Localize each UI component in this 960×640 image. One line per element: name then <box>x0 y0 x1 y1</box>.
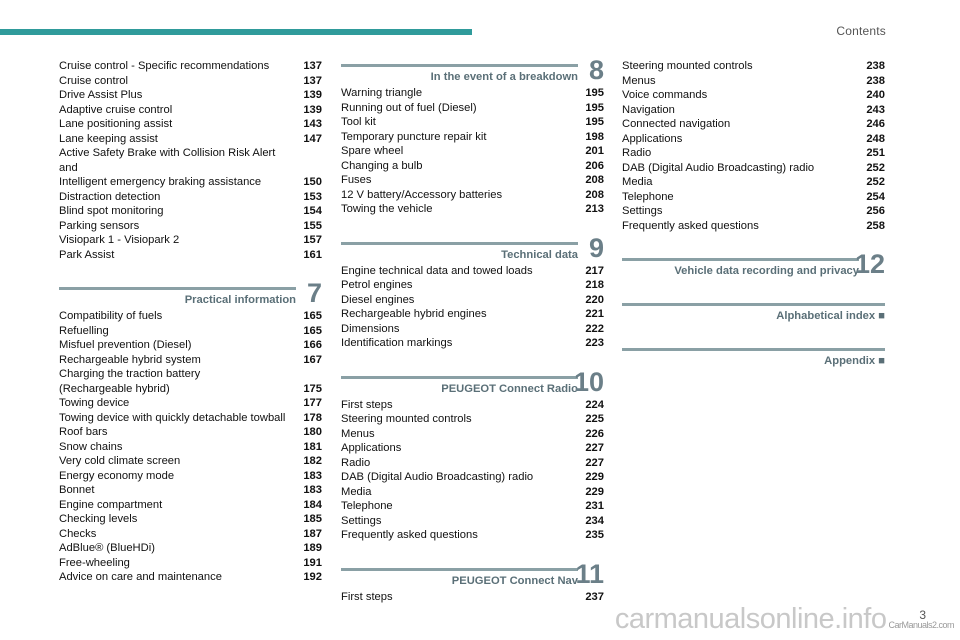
section-number: 9 <box>588 232 604 263</box>
watermark-text: carmanualsonline.info <box>614 603 887 635</box>
toc-entry-title: Adaptive cruise control <box>59 103 173 116</box>
toc-entry-title: Fuses <box>341 174 372 186</box>
watermark-small-text: CarManuals2.com <box>888 620 954 630</box>
toc-entry-title: Frequently asked questions <box>341 529 478 541</box>
toc-entry-page: 187 <box>303 527 322 540</box>
toc-entry-page: 224 <box>585 398 604 411</box>
toc-entry-title: DAB (Digital Audio Broadcasting) radio <box>622 161 815 174</box>
toc-entry[interactable] <box>622 190 885 205</box>
toc-entry[interactable] <box>341 336 604 351</box>
toc-entry-page: 222 <box>585 322 604 335</box>
toc-entry-page: 153 <box>303 190 322 203</box>
section-title[interactable]: Alphabetical index ■ <box>776 310 885 322</box>
toc-entry-page: 183 <box>303 484 322 496</box>
toc-entry[interactable] <box>622 103 885 118</box>
toc-entry-page: 192 <box>303 571 322 583</box>
section-number: 8 <box>588 55 604 85</box>
toc-entry[interactable] <box>341 441 604 456</box>
section-rule <box>341 376 578 379</box>
toc-entry-title: Navigation <box>622 103 675 116</box>
toc-entry-title: Advice on care and maintenance <box>59 571 222 583</box>
toc-entry[interactable] <box>59 483 322 498</box>
toc-entry-page: 254 <box>866 190 885 203</box>
toc-entry-title: Voice commands <box>622 89 708 101</box>
toc-entry-page: 235 <box>585 529 604 541</box>
toc-entry-title: Steering mounted controls <box>341 413 472 425</box>
toc-entry[interactable] <box>341 456 604 471</box>
toc-entry[interactable] <box>59 248 322 263</box>
toc-entry-title: Towing the vehicle <box>341 203 433 215</box>
toc-entry-page: 231 <box>585 500 604 512</box>
toc-entry-title: Telephone <box>341 500 393 512</box>
toc-entry-title: Rechargeable hybrid engines <box>341 308 487 320</box>
toc-entry-title: Media <box>622 176 653 188</box>
toc-entry[interactable] <box>622 175 885 190</box>
section-rule <box>622 303 885 306</box>
toc-entry[interactable] <box>59 146 322 190</box>
toc-entry-page: 258 <box>866 219 885 232</box>
toc-entry[interactable] <box>622 146 885 161</box>
toc-entry-title: Applications <box>622 132 683 145</box>
toc-entry-title: Refuelling <box>59 324 109 337</box>
section-title[interactable]: Technical data <box>501 248 578 261</box>
toc-entry-title: Checks <box>59 527 97 540</box>
section-rule <box>341 568 578 571</box>
toc-entry[interactable] <box>59 411 322 426</box>
toc-entry-title: Snow chains <box>59 440 123 453</box>
toc-entry-page: 189 <box>303 542 322 554</box>
section-title[interactable]: Practical information <box>184 294 296 306</box>
section-title[interactable]: Appendix ■ <box>824 355 885 367</box>
section-rule <box>341 64 578 67</box>
toc-entry[interactable] <box>59 353 322 368</box>
toc-entry[interactable] <box>341 188 604 203</box>
toc-entry-page: 221 <box>585 308 604 320</box>
toc-entry-page: 234 <box>585 514 604 527</box>
header-accent-bar <box>0 29 472 35</box>
toc-entry-title: Distraction detection <box>59 190 161 203</box>
toc-entry-title: 12 V battery/Accessory batteries <box>341 188 503 201</box>
section-title[interactable]: PEUGEOT Connect Nav <box>451 574 578 587</box>
toc-entry-title: First steps <box>341 398 393 411</box>
toc-entry-title: Energy economy mode <box>59 469 175 482</box>
toc-entry-page: 217 <box>585 264 604 277</box>
toc-entry[interactable] <box>59 103 322 118</box>
toc-entry[interactable] <box>341 499 604 514</box>
section-number: 10 <box>573 366 604 397</box>
toc-entry-title: Warning triangle <box>341 87 423 99</box>
toc-entry[interactable] <box>341 412 604 427</box>
toc-entry[interactable] <box>341 159 604 174</box>
toc-entry-title: Menus <box>622 74 656 87</box>
toc-entry[interactable] <box>622 204 885 219</box>
toc-entry[interactable] <box>341 470 604 485</box>
toc-entry-title: Blind spot monitoring <box>59 205 164 217</box>
section-header <box>341 232 604 263</box>
toc-entry-page: 227 <box>585 442 604 454</box>
toc-entry-title: Checking levels <box>59 513 138 525</box>
toc-entry-title: Lane positioning assist <box>59 118 173 130</box>
toc-entry[interactable] <box>59 204 322 219</box>
toc-entry[interactable] <box>341 307 604 322</box>
toc-entry[interactable] <box>59 469 322 484</box>
toc-entry[interactable] <box>59 556 322 571</box>
toc-entry[interactable] <box>59 440 322 455</box>
toc-entry-title: Menus <box>341 427 375 440</box>
section-title[interactable]: Vehicle data recording and privacy <box>674 265 859 277</box>
toc-entry-page: 139 <box>303 89 322 101</box>
toc-entry-page: 252 <box>866 161 885 174</box>
section-number: 12 <box>854 249 885 279</box>
toc-entry-page: 147 <box>303 132 322 145</box>
toc-entry-title: Frequently asked questions <box>622 219 759 232</box>
toc-entry[interactable] <box>341 264 604 279</box>
toc-column-3 <box>622 59 885 370</box>
section-title[interactable]: In the event of a breakdown <box>430 71 578 83</box>
toc-entry-page: 167 <box>303 353 322 366</box>
toc-entry-title: Bonnet <box>59 484 95 496</box>
toc-entry-title: Charging the traction battery (Rechargeable hybrid) <box>59 368 201 395</box>
toc-entry[interactable] <box>622 132 885 147</box>
toc-entry-page: 181 <box>303 440 322 453</box>
toc-entry-title: Media <box>341 485 372 498</box>
page-number: 3 <box>919 608 926 622</box>
toc-entry-title: Compatibility of fuels <box>59 310 163 322</box>
section-header <box>59 278 322 308</box>
toc-entry-page: 166 <box>303 339 322 351</box>
toc-entry-page: 198 <box>585 130 604 143</box>
section-rule <box>622 258 859 261</box>
toc-entry-title: DAB (Digital Audio Broadcasting) radio <box>341 471 534 483</box>
toc-entry[interactable] <box>59 74 322 89</box>
toc-entry-title: Tool kit <box>341 116 376 128</box>
section-number: 7 <box>306 278 322 308</box>
toc-entry-title: Diesel engines <box>341 293 415 306</box>
toc-entry-page: 251 <box>866 147 885 159</box>
toc-entry[interactable] <box>341 485 604 500</box>
toc-entry-page: 165 <box>303 310 322 322</box>
watermark <box>615 603 954 636</box>
toc-entry-page: 238 <box>866 60 885 72</box>
toc-entry-page: 183 <box>303 469 322 482</box>
section-header <box>341 558 604 589</box>
section-rule <box>622 348 885 351</box>
toc-entry-page: 243 <box>866 103 885 116</box>
toc-entry-page: 184 <box>303 498 322 511</box>
toc-entry-title: Free-wheeling <box>59 556 130 569</box>
toc-entry-page: 208 <box>585 174 604 186</box>
toc-entry-page: 227 <box>585 456 604 469</box>
toc-entry-title: Changing a bulb <box>341 159 423 172</box>
toc-entry[interactable] <box>622 59 885 74</box>
toc-entry-page: 240 <box>866 89 885 101</box>
toc-entry-page: 165 <box>303 324 322 337</box>
section-header <box>622 249 885 279</box>
toc-entry-page: 150 <box>303 176 322 188</box>
toc-entry[interactable] <box>622 74 885 89</box>
section-header <box>622 298 885 323</box>
toc-entry[interactable] <box>59 527 322 542</box>
toc-entry-page: 229 <box>585 471 604 483</box>
toc-entry[interactable] <box>341 278 604 293</box>
toc-entry-page: 191 <box>303 556 322 569</box>
toc-entry-page: 248 <box>866 132 885 145</box>
toc-entry-title: Towing device with quickly detachable towball <box>59 411 286 424</box>
toc-entry-page: 137 <box>303 60 322 72</box>
toc-entry-title: Radio <box>341 456 371 469</box>
toc-entry-page: 252 <box>866 176 885 188</box>
toc-entry[interactable] <box>59 117 322 132</box>
toc-entry-page: 182 <box>303 455 322 467</box>
toc-entry-page: 220 <box>585 293 604 306</box>
toc-entry-title: Steering mounted controls <box>622 60 753 72</box>
toc-entry-page: 238 <box>866 74 885 87</box>
toc-entry[interactable] <box>59 324 322 339</box>
toc-column-1 <box>59 59 322 585</box>
toc-entry-page: 154 <box>303 205 322 217</box>
toc-entry[interactable] <box>341 202 604 217</box>
toc-entry[interactable] <box>622 117 885 132</box>
toc-entry[interactable] <box>59 454 322 469</box>
toc-entry-page: 177 <box>303 397 322 409</box>
toc-entry-page: 256 <box>866 205 885 217</box>
toc-entry[interactable] <box>341 514 604 529</box>
toc-entry-page: 237 <box>585 590 604 603</box>
toc-entry-page: 195 <box>585 116 604 128</box>
toc-entry[interactable] <box>59 59 322 74</box>
toc-entry-title: Roof bars <box>59 426 108 438</box>
toc-entry-page: 161 <box>303 248 322 261</box>
toc-entry[interactable] <box>59 570 322 585</box>
toc-entry-title: Temporary puncture repair kit <box>341 130 487 143</box>
section-header <box>341 366 604 397</box>
toc-entry[interactable] <box>59 498 322 513</box>
toc-entry-title: Parking sensors <box>59 219 140 232</box>
toc-entry[interactable] <box>341 293 604 308</box>
toc-entry-page: 143 <box>303 118 322 130</box>
toc-entry[interactable] <box>59 190 322 205</box>
toc-entry-title: Misfuel prevention (Diesel) <box>59 339 192 351</box>
toc-entry-title: Lane keeping assist <box>59 132 158 145</box>
toc-entry[interactable] <box>59 541 322 556</box>
toc-entry[interactable] <box>341 144 604 159</box>
toc-entry-page: 225 <box>585 413 604 425</box>
toc-entry[interactable] <box>59 132 322 147</box>
section-number: 11 <box>575 558 604 589</box>
toc-entry-title: Spare wheel <box>341 145 404 157</box>
toc-entry-title: Engine technical data and towed loads <box>341 264 533 277</box>
toc-entry[interactable] <box>341 322 604 337</box>
toc-entry-page: 195 <box>585 101 604 114</box>
toc-entry[interactable] <box>59 367 322 396</box>
toc-entry-page: 208 <box>585 188 604 201</box>
section-title[interactable]: PEUGEOT Connect Radio <box>441 382 578 395</box>
toc-entry-title: Active Safety Brake with Collision Risk Alert and Intelligent emergency braking assistance <box>59 147 276 188</box>
toc-entry-title: First steps <box>341 590 393 603</box>
toc-column-2 <box>341 55 604 604</box>
toc-entry[interactable] <box>341 528 604 543</box>
toc-entry-title: Petrol engines <box>341 279 413 291</box>
toc-entry-page: 246 <box>866 118 885 130</box>
toc-entry-page: 223 <box>585 337 604 349</box>
toc-entry[interactable] <box>341 427 604 442</box>
toc-entry[interactable] <box>59 309 322 324</box>
toc-entry-page: 201 <box>585 145 604 157</box>
toc-entry-page: 218 <box>585 279 604 291</box>
toc-entry-title: Radio <box>622 147 652 159</box>
toc-entry-title: Towing device <box>59 397 130 409</box>
toc-entry-title: Cruise control <box>59 74 129 87</box>
toc-entry-title: Settings <box>622 205 663 217</box>
toc-entry[interactable] <box>341 86 604 101</box>
toc-entry-page: 180 <box>303 426 322 438</box>
toc-entry[interactable] <box>341 101 604 116</box>
toc-entry[interactable] <box>59 88 322 103</box>
toc-entry[interactable] <box>622 219 885 234</box>
toc-entry-page: 229 <box>585 485 604 498</box>
toc-entry-title: Telephone <box>622 190 674 203</box>
section-rule <box>59 287 296 290</box>
toc-entry-title: Cruise control - Specific recommendations <box>59 60 270 72</box>
toc-entry[interactable] <box>341 173 604 188</box>
toc-entry[interactable] <box>341 130 604 145</box>
toc-entry-page: 206 <box>585 159 604 172</box>
toc-entry[interactable] <box>59 396 322 411</box>
section-rule <box>341 242 578 245</box>
toc-entry-page: 185 <box>303 513 322 525</box>
toc-entry[interactable] <box>59 512 322 527</box>
toc-entry-page: 155 <box>303 219 322 232</box>
toc-entry[interactable] <box>622 161 885 176</box>
toc-entry[interactable] <box>341 115 604 130</box>
toc-entry[interactable] <box>622 88 885 103</box>
toc-entry-page: 226 <box>585 427 604 440</box>
toc-entry-page: 157 <box>303 234 322 246</box>
toc-entry-title: Visiopark 1 - Visiopark 2 <box>59 234 180 246</box>
section-header <box>622 343 885 368</box>
toc-entry[interactable] <box>59 233 322 248</box>
toc-entry-page: 137 <box>303 74 322 87</box>
toc-entry-page: 178 <box>303 411 322 424</box>
toc-entry-title: Connected navigation <box>622 118 731 130</box>
toc-entry[interactable] <box>59 338 322 353</box>
toc-entry-title: AdBlue® (BlueHDi) <box>59 542 155 554</box>
toc-entry-title: Drive Assist Plus <box>59 89 143 101</box>
toc-entry-page: 139 <box>303 103 322 116</box>
toc-entry-title: Engine compartment <box>59 498 163 511</box>
toc-entry[interactable] <box>59 425 322 440</box>
toc-entry[interactable] <box>341 590 604 605</box>
toc-entry-title: Rechargeable hybrid system <box>59 353 201 366</box>
toc-entry-page: 175 <box>303 382 322 395</box>
toc-entry-title: Dimensions <box>341 322 400 335</box>
toc-entry-title: Applications <box>341 442 402 454</box>
toc-entry-title: Running out of fuel (Diesel) <box>341 101 477 114</box>
toc-entry[interactable] <box>341 398 604 413</box>
toc-entry-title: Park Assist <box>59 248 115 261</box>
toc-entry-title: Very cold climate screen <box>59 455 181 467</box>
toc-entry[interactable] <box>59 219 322 234</box>
toc-entry-page: 213 <box>585 203 604 215</box>
toc-entry-page: 195 <box>585 87 604 99</box>
toc-entry-title: Identification markings <box>341 337 453 349</box>
toc-entry-title: Settings <box>341 514 382 527</box>
section-header <box>341 55 604 85</box>
page-title: Contents <box>836 24 886 38</box>
